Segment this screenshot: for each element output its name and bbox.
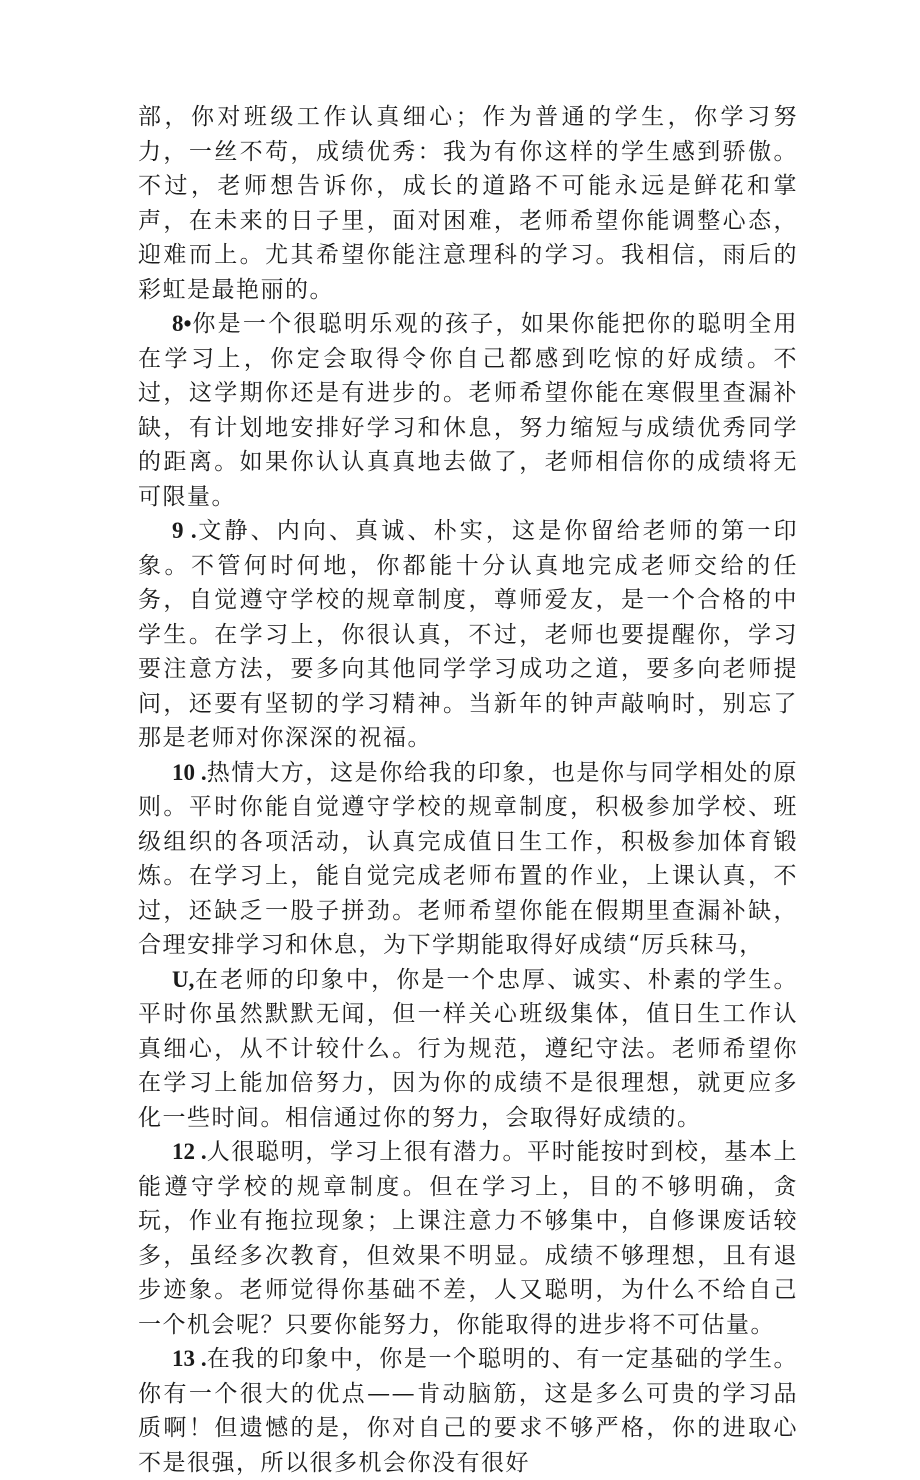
paragraph-text: 在老师的印象中，你是一个忠厚、诚实、朴素的学生。平时你虽然默默无闻，但一样关心班级集体，值日生工作认真细心，从不计较什么。行为规范，遵纪守法。老师希望你在学习上能加倍努力，因为你的成绩不是很理想，就更应多化一些时间。相信通过你的努力，会取得好成绩的。 bbox=[138, 966, 798, 1131]
paragraph-11 bbox=[138, 963, 798, 1136]
paragraph-text: 在我的印象中，你是一个聪明的、有一定基础的学生。你有一个很大的优点——肯动脑筋，这是多么可贵的学习品质啊！但遗憾的是，你对自己的要求不够严格，你的进取心不是很强，所以很多机会你没有很好 bbox=[138, 1346, 799, 1476]
paragraph-text: 你是一个很聪明乐观的孩子，如果你能把你的聪明全用在学习上，你定会取得令你自己都感到吃惊的好成绩。不过，这学期你还是有进步的。老师希望你能在寒假里查漏补缺，有计划地安排好学习和休息，努力缩短与成绩优秀同学的距离。如果你认认真真地去做了，老师相信你的成绩将无可限量。 bbox=[138, 311, 798, 510]
paragraph-number: 9 . bbox=[172, 518, 197, 543]
paragraph-12 bbox=[138, 1135, 798, 1342]
paragraph-number: U, bbox=[172, 966, 195, 992]
paragraph-text: 热情大方，这是你给我的印象，也是你与同学相处的原则。平时你能自觉遵守学校的规章制度，积极参加学校、班级组织的各项活动，认真完成值日生工作，积极参加体育锻炼。在学习上，能自觉完成老师布置的作业，上课认真，不过，还缺乏一股子拼劲。老师希望你能在假期里查漏补缺，合理安排学习和休息，为下学期能取得好成绩“厉兵秣马， bbox=[138, 759, 799, 958]
paragraph-13 bbox=[138, 1342, 798, 1480]
paragraph-number: 12 . bbox=[172, 1139, 207, 1164]
paragraph-number: 13 . bbox=[172, 1346, 207, 1371]
paragraph-8 bbox=[138, 307, 798, 514]
document-page bbox=[138, 100, 798, 1480]
paragraph-text: 文静、内向、真诚、朴实，这是你留给老师的第一印象。不管何时何地，你都能十分认真地完成老师交给的任务，自觉遵守学校的规章制度，尊师爱友，是一个合格的中学生。在学习上，你很认真，不过，老师也要提醒你，学习要注意方法，要多向其他同学学习成功之道，要多向老师提问，还要有坚韧的学习精神。当新年的钟声敲响时，别忘了那是老师对你深深的祝福。 bbox=[138, 518, 799, 751]
paragraph-text: 部，你对班级工作认真细心；作为普通的学生，你学习努力，一丝不苟，成绩优秀：我为有你这样的学生感到骄傲。不过，老师想告诉你，成长的道路不可能永远是鲜花和掌声，在未来的日子里，面对困难，老师希望你能调整心态，迎难而上。尤其希望你能注意理科的学习。我相信，雨后的彩虹是最艳丽的。 bbox=[138, 104, 798, 303]
paragraph-continued bbox=[138, 100, 798, 307]
paragraph-number: 10 . bbox=[172, 759, 207, 785]
paragraph-10 bbox=[138, 756, 798, 963]
paragraph-9 bbox=[138, 514, 798, 756]
paragraph-text: 人很聪明，学习上很有潜力。平时能按时到校，基本上能遵守学校的规章制度。但在学习上，目的不够明确，贪玩，作业有拖拉现象；上课注意力不够集中，自修课废话较多，虽经多次教育，但效果不明显。成绩不够理想，且有退步迹象。老师觉得你基础不差，人又聪明，为什么不给自己一个机会呢？只要你能努力，你能取得的进步将不可估量。 bbox=[138, 1139, 799, 1338]
paragraph-number: 8• bbox=[172, 311, 192, 336]
